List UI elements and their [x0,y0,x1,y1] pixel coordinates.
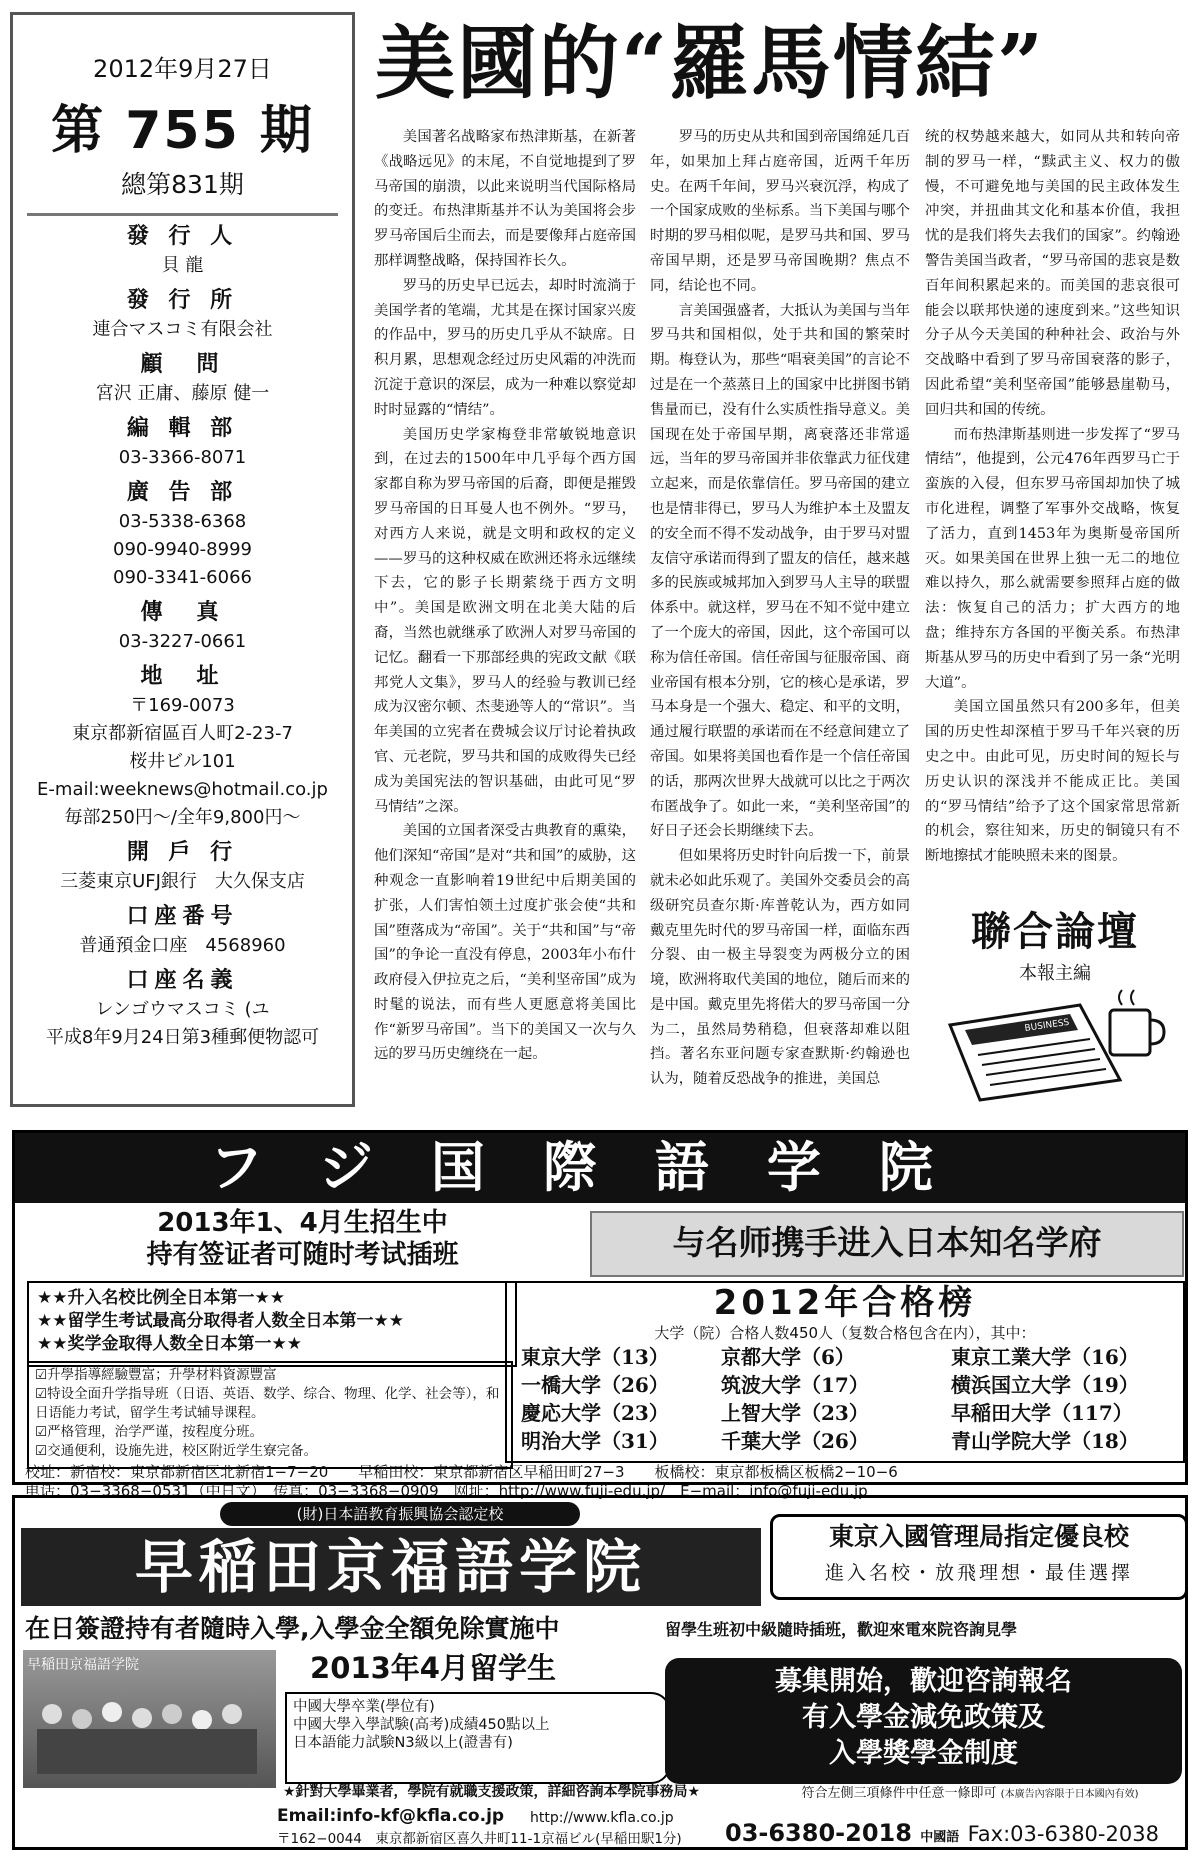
ranking-item: ★★升入名校比例全日本第一★★ [37,1288,285,1308]
result-item: 早稲田大学（117） [951,1401,1133,1425]
newspaper-coffee-icon [930,985,1180,1105]
kfla-motto: 進入名校・放飛理想・最佳選擇 [824,1562,1133,1584]
kfla-phone-language: 中國語 [920,1830,960,1845]
feature-item: ☑交通便利，设施先进，校区附近学生寮完备。 [35,1443,318,1459]
article-paragraph: 而布热津斯基则进一步发挥了“罗马情结”，他提到，公元476年西罗马亡于蛮族的入侵，但东罗马帝国却加快了城市化进程，调整了军事外交战略，恢复了活力，直到1453年为奥斯曼帝国所灭。如果美国在世界上独一无二的地位难以持久，那么就需要参照拜占庭的做法：恢复自己的活力；扩大西方的地盘；维持东方各国的平衡关系。布热津斯基从罗马的历史中看到了另一条“光明大道”。 [925,426,1180,691]
condition-disclaimer: (本廣告內容限于日本國內有效) [1000,1789,1139,1800]
kfla-school-name: 早稲田京福語学院 [21,1528,761,1606]
address-line-1: 東京都新宿區百人町2-23-7 [72,723,293,744]
ad-phone-3: 090-3341-6066 [113,567,252,588]
feature-item: ☑升學指導經驗豐富；升學材料資源豐富 [35,1367,277,1383]
kfla-school-ad [12,1495,1188,1850]
issue-date: 2012年9月27日 [93,55,272,83]
issue-number: 第 755 期 [51,101,314,161]
article-paragraph: 言美国强盛者，大抵认为美国与当年罗马共和国相似，处于共和国的繁荣时期。梅登认为，那些“唱衰美国”的言论不过是在一个蒸蒸日上的国家中比拼图书销售量而已，没有什么实质性指导意义。美国现在处于帝国早期，离衰落还非常遥远，当年的罗马帝国并非依靠武力征伐建立起来，而是依靠信任。罗马帝国的建立也是情非得已，罗马人为维护本土及盟友的安全而不得不发动战争，由于罗马对盟友信守承诺而得到了盟友的信任，越来越多的民族或城邦加入到罗马人主导的联盟体系中。就这样，罗马在不知不觉中建立了一个庞大的帝国，因此，这个帝国可以称为信任帝国。信任帝国与征服帝国、商业帝国有根本分别，它的核心是承诺，罗马本身是一个强大、稳定、和平的文明，通过履行联盟的承诺而在不经意间建立了帝国。如果将美国也看作是一个信任帝国的话，那两次世界大战就可以比之于两次布匿战争了。如此一来，“美利坚帝国”的好日子还会长期继续下去。 [650,302,910,840]
kfla-address: 〒162−0044 東京都新宿区喜久井町11-1京福ビル(早稲田駅1分) [277,1831,682,1847]
account-name-heading: 口座名義 [126,968,239,993]
postal-permit: 平成8年9月24日第3種郵便物認可 [45,1027,320,1048]
address-heading: 地 址 [140,664,225,689]
advisor-heading: 顧 問 [140,352,225,377]
article-paragraph: 罗马的历史早已远去，却时时流淌于美国学者的笔端，尤其是在探讨国家兴废的作品中，罗马的历史几乎从不缺席。日积月累，思想观念经过历史风霜的冲洗而沉淀于意识的深层，成为一种难以察觉却时时显露的“情结”。 [374,277,636,418]
account-name: レンゴウマスコミ (ユ [95,999,270,1020]
forum-subtitle: 本報主編 [1019,963,1091,984]
kfla-website[interactable]: http://www.kfla.co.jp [530,1810,674,1826]
article-paragraph: 但如果将历史时针向后拨一下，前景就未必如此乐观了。美国外交委员会的高级研究员查尔斯·库普乾认为，西方如同戴克里先时代的罗马帝国一样，面临东西分裂、由一极主导裂变为两极分立的困境，欧洲将取代美国的地位，随后而来的是中国。戴克里先将偌大的罗马帝国一分为二，虽然局势稍稳，但衰落却难以阻挡。著名东亚问题专家查默斯·约翰逊也认为，随着反恐战争的推进，美国总 [650,848,910,1088]
feature-item: ☑特设全面升学指导班（日语、英语、数学、综合、物理、化学、社会等），和日语能力考试，留学生考试辅导课程。 [35,1386,500,1421]
newspaper-masthead-text: BUSINESS [1024,1017,1070,1034]
kfla-requirements [285,1692,671,1784]
fuji-recruit [25,1207,580,1271]
ad-phone-1: 03-5338-6368 [118,511,247,532]
article-column-1 [374,125,636,1110]
kfla-certification: (財)日本語教育振興協会認定校 [220,1502,580,1526]
result-item: 明治大学（31） [521,1429,669,1453]
kfla-phone: 03-6380-2018 [725,1819,912,1847]
kfla-designation-box [770,1514,1188,1600]
editorial-phone: 03-3366-8071 [118,447,247,468]
account-number: 普通預金口座 4568960 [79,935,286,956]
article-column-3 [925,125,1180,865]
office-name: 連合マスコミ有限会社 [92,319,273,340]
results-subtitle: 大学（院）合格人数450人（复数合格包含在内），其中： [654,1324,1036,1342]
forum-logo [930,900,1180,1110]
ranking-item: ★★留学生考试最高分取得者人数全日本第一★★ [37,1311,404,1331]
article-headline: 美國的“羅馬情結” [375,16,1046,110]
photo-caption: 早稲田京福語学院 [27,1657,139,1673]
forum-title: 聯合論壇 [971,909,1139,955]
kfla-phone-fax [725,1816,1195,1855]
recruit-line: 募集開始，歡迎咨詢報名 [775,1666,1072,1697]
fuji-rankings-box [27,1281,517,1367]
recruit-line: 有入學金減免政策及 [802,1702,1045,1733]
account-heading: 口座番号 [126,904,239,929]
result-item: 横浜国立大学（19） [951,1373,1139,1397]
condition-text: 符合左側三項條件中任意一條即可 [801,1786,997,1801]
fax-heading: 傳 真 [140,600,225,625]
result-item: 青山学院大学（18） [951,1429,1139,1453]
subscription-price: 毎部250円～/全年9,800円～ [64,807,301,828]
article-paragraph: 美国立国虽然只有200多年，但美国的历史性却深植于罗马千年兴衰的历史之中。由此可见，历史时间的短长与历史认识的深浅并不能成正比。美国的“罗马情结”给予了这个国家常思常新的机会，察往知来，历史的铜镜只有不断地擦拭才能映照未来的图景。 [925,699,1180,865]
bank-heading: 開 戶 行 [126,840,239,865]
requirement-item: 中國大學入學試験(高考)成績450點以上 [293,1717,550,1733]
total-issue: 總第831期 [121,170,244,199]
article-paragraph: 美国的立国者深受古典教育的熏染，他们深知“帝国”是对“共和国”的威胁，这种观念一直影响着19世纪中后期美国的扩张，人们害怕领土过度扩张会使“共和国”堕落成为“帝国”。关于“共和国”与“帝国”的争论一直没有停息，2003年小布什政府侵入伊拉克之后，“美利坚帝国”成为时髦的说法，而有些人更愿意将美国比作“新罗马帝国”。当下的美国又一次与久远的罗马历史缠绕在一起。 [374,823,636,1063]
fuji-slogan: 与名师携手进入日本知名学府 [590,1211,1184,1277]
bank-name: 三菱東京UFJ銀行 大久保支店 [60,871,305,892]
kfla-admission-note: 在日簽證持有者隨時入學,入學金全額免除實施中 [25,1614,560,1643]
article-paragraph: 美国著名战略家布热津斯基，在新著《战略远见》的末尾，不自觉地提到了罗马帝国的崩溃，以此来说明当代国际格局的变迁。布热津斯基并不认为美国将会步罗马帝国后尘而去，而是要像拜占庭帝国那样调整战略，保持国祚长久。 [374,129,636,269]
fuji-recruit-line-2: 持有签证者可随时考试插班 [146,1240,459,1270]
result-item: 一橋大学（26） [521,1373,669,1397]
kfla-recruit-box [665,1658,1182,1784]
result-item: 京都大学（6） [721,1345,855,1369]
requirement-item: 中國大學卒業(學位有) [293,1699,435,1715]
fax-number: 03-3227-0661 [118,631,247,652]
requirement-item: 日本語能力試験N3級以上(證書有) [293,1735,513,1751]
ad-phone-2: 090-9940-8999 [113,539,252,560]
result-item: 上智大学（23） [721,1401,869,1425]
ranking-item: ★★奖学金取得人数全日本第一★★ [37,1334,302,1354]
recruit-line: 入學獎學金制度 [829,1738,1018,1769]
contact-email: E-mail:weeknews@hotmail.co.jp [37,779,328,800]
article-paragraph: 罗马的历史从共和国到帝国绵延几百年，如果加上拜占庭帝国，近两千年历史。在两千年间，罗马兴衰沉浮，构成了一个国家成败的坐标系。当下美国与哪个时期的罗马相似呢，是罗马共和国、罗马帝国早期，还是罗马帝国晚期？焦点不同，结论也不同。 [650,129,910,294]
kfla-group-photo [23,1650,276,1788]
fuji-school-ad [12,1130,1188,1500]
result-item: 東京大学（13） [521,1345,669,1369]
article-column-2 [650,125,910,1088]
postal-code: 〒169-0073 [130,695,235,716]
kfla-designation: 東京入國管理局指定優良校 [828,1522,1129,1551]
kfla-intake: 2013年4月留学生 [310,1651,556,1685]
results-grid [521,1343,1183,1455]
result-item: 千葉大学（26） [721,1429,869,1453]
ad-heading: 廣 告 部 [126,480,239,505]
result-item: 慶応大学（23） [521,1401,669,1425]
masthead-divider [27,213,338,216]
publisher-name: 貝 龍 [161,255,204,276]
kfla-condition [755,1784,1185,1805]
fuji-features-box [27,1361,513,1469]
article-paragraph: 美国历史学家梅登非常敏锐地意识到，在过去的1500年中几乎每个西方国家都自称为罗马帝国的后裔，即便是摧毁罗马帝国的日耳曼人也不例外。“罗马，对西方人来说，就是文明和政权的定义——罗马的这种权威在欧洲还将永远继续下去，它的影子长期萦绕于西方文明中”。美国是欧洲文明在北美大陆的后裔，当然也就继承了欧洲人对罗马帝国的记忆。翻看一下那部经典的宪政文献《联邦党人文集》，罗马人的经验与教训已经成为汉密尔顿、杰斐逊等人的“常识”。当年美国的立宪者在费城会议厅讨论着执政官、元老院，罗马共和国的成败得失已经成为美国宪法的智识基础，由此可见“罗马情结”之深。 [374,426,636,815]
masthead-box [10,12,355,1107]
result-item: 東京工業大学（16） [951,1345,1139,1369]
office-heading: 發 行 所 [126,288,239,313]
kfla-career-note: ★針對大學畢業者，學院有就職支援政策，詳細咨詢本學院事務局★ [283,1784,701,1800]
publisher-heading: 發 行 人 [126,224,239,249]
feature-item: ☑严格管理，治学严谨，按程度分班。 [35,1424,264,1440]
students-photo-icon [27,1674,264,1774]
result-item: 筑波大学（17） [721,1373,869,1397]
fuji-contacts: 电话：03−3368−0531（中日文） 传真：03−3368−0909 网址：http://www.fuji-edu.jp/ E−mail：info@fuji-edu.jp [25,1482,868,1500]
fuji-recruit-line-1: 2013年1、4月生招生中 [157,1208,448,1238]
kfla-fax: Fax:03-6380-2038 [967,1822,1159,1846]
article-paragraph-continued: 统的权势越来越大，如同从共和转向帝制的罗马一样，“黩武主义、权力的傲慢，不可避免地与美国的民主政体发生冲突，并扭曲其文化和基本价值，我担忧的是我们将失去我们的国家”。约翰逊警告美国当政者，“罗马帝国的悲哀是数百年间积累起来的。而美国的悲哀很可能会以联邦快递的速度到来。”这些知识分子从今天美国的种种社会、政治与外交战略中看到了罗马帝国衰落的影子，因此希望“美利坚帝国”能够悬崖勒马，回归共和国的传统。 [925,129,1180,418]
address-line-2: 桜井ビル101 [129,751,236,772]
editorial-heading: 編 輯 部 [126,416,239,441]
advisor-names: 宮沢 正庸、藤原 健一 [95,383,270,404]
fuji-banner: フジ国際語学院 [15,1133,1185,1203]
kfla-email[interactable]: Email:info-kf@kfla.co.jp [277,1806,505,1826]
results-title: 2012年合格榜 [713,1283,977,1323]
fuji-results-box [505,1281,1185,1463]
fuji-addresses: 校址：新宿校：東京都新宿区北新宿1−7−20 早稲田校：東京都新宿区早稲田町27−3 板橋校：東京都板橋区板橋2−10−6 [25,1463,898,1481]
kfla-class-note: 留學生班初中級隨時插班，歡迎來電來院咨詢見學 [665,1620,1018,1639]
